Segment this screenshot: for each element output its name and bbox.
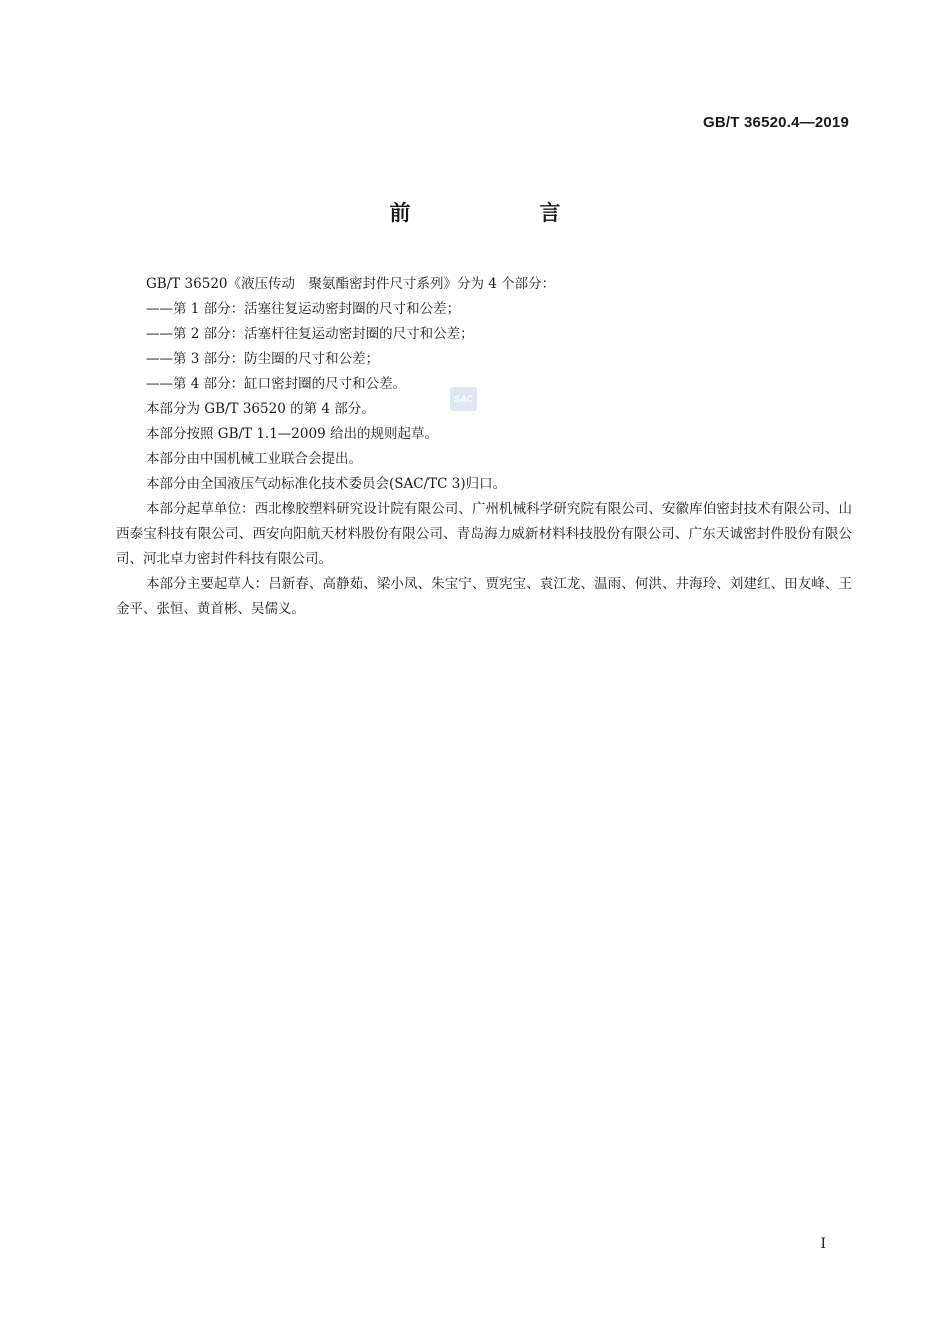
drafters-paragraph: 本部分主要起草人：吕新春、高静茹、梁小凤、朱宝宁、贾宪宝、袁江龙、温雨、何洪、井海玲、刘建红、田友峰、王金平、张恒、黄首彬、吴儒义。 bbox=[116, 576, 852, 617]
page-number: I bbox=[820, 1236, 826, 1252]
drafting-units-paragraph: 本部分起草单位：西北橡胶塑料研究设计院有限公司、广州机械科学研究院有限公司、安徽库伯密封技术有限公司、山西泰宝科技有限公司、西安向阳航天材料股份有限公司、青岛海力威新材料科技股份有限公司、广东天诚密封件股份有限公司、河北卓力密封件科技有限公司。 bbox=[116, 501, 852, 567]
sac-watermark-logo: SAC bbox=[450, 387, 477, 411]
proposer-paragraph: 本部分由中国机械工业联合会提出。 bbox=[146, 451, 362, 467]
list-item-part-1: ——第 1 部分：活塞往复运动密封圈的尺寸和公差； bbox=[146, 301, 461, 317]
page-title: 前 言 bbox=[389, 201, 615, 225]
list-item-part-3: ——第 3 部分：防尘圈的尺寸和公差； bbox=[146, 351, 380, 367]
intro-paragraph: GB/T 36520《液压传动 聚氨酯密封件尺寸系列》分为 4 个部分： bbox=[146, 276, 556, 292]
list-item-part-2: ——第 2 部分：活塞杆往复运动密封圈的尺寸和公差； bbox=[146, 326, 474, 342]
list-item-part-4: ——第 4 部分：缸口密封圈的尺寸和公差。 bbox=[146, 376, 407, 392]
centralized-paragraph: 本部分由全国液压气动标准化技术委员会(SAC/TC 3)归口。 bbox=[146, 476, 507, 492]
standard-code: GB/T 36520.4—2019 bbox=[703, 114, 849, 131]
drafting-rules-paragraph: 本部分按照 GB/T 1.1—2009 给出的规则起草。 bbox=[146, 426, 438, 442]
foreword-body bbox=[116, 272, 852, 622]
this-part-paragraph: 本部分为 GB/T 36520 的第 4 部分。 bbox=[146, 401, 375, 417]
